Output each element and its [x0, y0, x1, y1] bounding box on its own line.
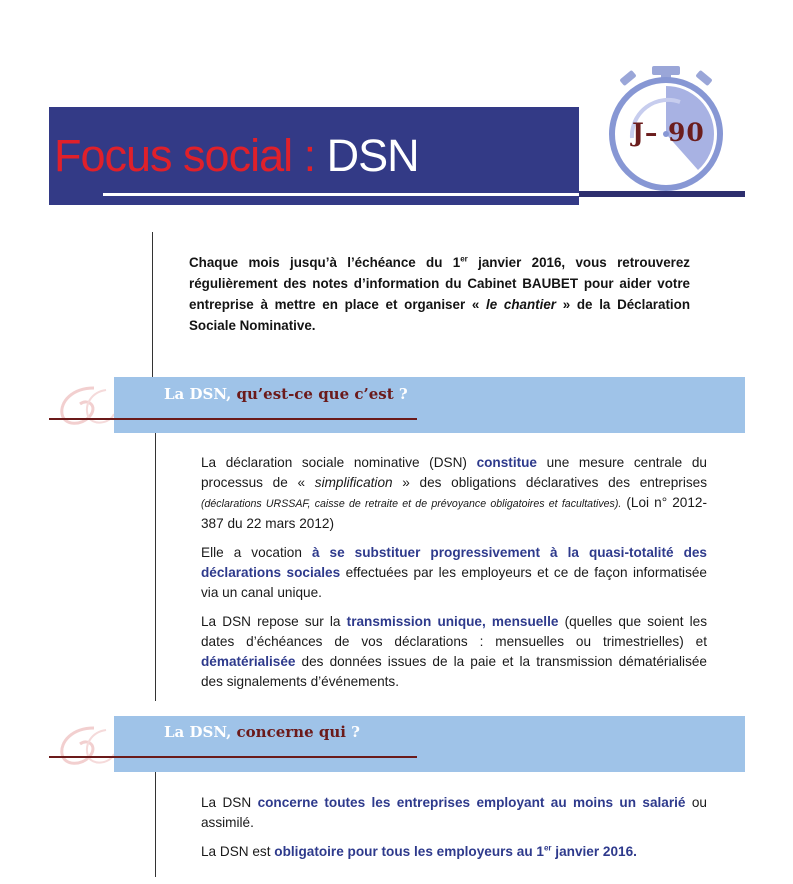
title-dsn: DSN	[326, 130, 419, 181]
paragraph: La DSN est obligatoire pour tous les employeurs au 1er janvier 2016.	[201, 843, 637, 859]
section-underline	[49, 418, 417, 420]
section-title-what: La DSN, qu’est-ce que c’est ?	[164, 385, 408, 403]
paragraph: Elle a vocation à se substituer progressivement à la quasi-totalité des déclarations sociales effectuées par les employeurs et ce de façon informatisée via un canal unique.	[201, 545, 707, 600]
section-title-who: La DSN, concerne qui ?	[164, 723, 360, 741]
margin-rule	[152, 232, 153, 380]
title-focus-social: Focus social :	[54, 130, 327, 181]
section-body-what	[201, 453, 707, 701]
intro-paragraph: Chaque mois jusqu’à l’échéance du 1er janvier 2016, vous retrouverez régulièrement des notes d’information du Cabinet BAUBET pour aider votre entreprise à mettre en place et organiser « le chantier » de la Déclaration Sociale Nominative.	[189, 254, 690, 333]
paragraph: La DSN concerne toutes les entreprises employant au moins un salarié ou assimilé.	[201, 795, 707, 830]
paragraph: La déclaration sociale nominative (DSN) constitue une mesure centrale du processus de « simplification » des obligations déclaratives des entreprises (déclarations URSSAF, caisse de retraite et de prévoyance obligatoires et facultatives). (Loi n° 2012-387 du 22 mars 2012)	[201, 455, 708, 531]
section-underline	[49, 756, 417, 758]
margin-rule	[155, 433, 156, 701]
page-title	[54, 130, 419, 181]
margin-rule	[155, 772, 156, 877]
section-body-who	[201, 793, 707, 871]
banner-underline	[103, 193, 579, 196]
paragraph: La DSN repose sur la transmission unique, mensuelle (quelles que soient les dates d’échéances de vos déclarations : mensuelles ou trimestrielles) et dématérialisée des données issues de la paie et la transmission dématérialisée des signalements d’événements.	[201, 614, 708, 689]
countdown-badge: J– 90	[632, 118, 705, 147]
